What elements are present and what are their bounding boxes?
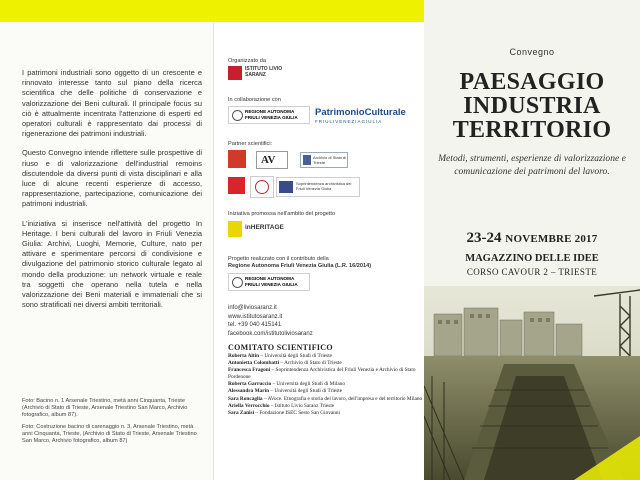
saranz-logo-icon: [228, 66, 242, 80]
intro-paragraph-1: I patrimoni industriali sono oggetto di un crescente e rinnovato interesse tanto sul piano della ricerca scientifica che delle politiche di conservazione e valorizzazione dei Beni culturali. Il principale focus su ciò è attualmente incentrata l'attenzione di esperti ed operatori culturali è rappresentato dai processi di rigenerazione dei patrimoni industriali.: [22, 68, 202, 139]
title-line-1: PAESAGGIO: [459, 69, 605, 95]
initiative-label: Iniziativa promossa nell'ambito del progetto: [228, 211, 336, 217]
organizer-name: ISTITUTO LIVIO SARANZ: [245, 66, 283, 78]
intro-paragraph-2: Questo Convegno intende riflettere sulle prospettive di riuso e di valorizzazione dell'industrial remoins discutendole da diversi punti di vista disciplinari e alla luce di alcune recenti esperienze di accesso, rappresentazione, partecipazione, comunicazione dei patrimoni industriali.: [22, 148, 202, 209]
partner-logo-soprintendenza: [276, 177, 360, 197]
comitato-member: Alessandra Marin – Università degli Studi di Trieste: [228, 388, 343, 395]
comitato-member: Antonietta Colombatti – Archivio di Stato di Trieste: [228, 360, 342, 367]
title-line-3: TERRITORIO: [452, 117, 612, 143]
intro-text: [22, 68, 202, 319]
comitato-member: Roberta Garruccio – Università degli Studi di Milano: [228, 381, 345, 388]
contact-phone: tel. +39 040 415141: [228, 322, 282, 329]
collab-label: In collaborazione con: [228, 97, 281, 103]
isec-logo-icon: [228, 177, 245, 194]
patrimonio-logo: PatrimonioCulturale: [315, 107, 406, 118]
partner-logo-archivio-text: Archivio di Stato di Trieste: [313, 155, 347, 165]
event-month-year: NOVEMBRE 2017: [505, 233, 598, 245]
title-line-2: INDUSTRIA: [463, 93, 601, 119]
partner-logo-av-icon: AV: [256, 151, 288, 169]
contact-facebook[interactable]: facebook.com/istitutoliviosaranz: [228, 330, 313, 337]
dock-photo: [424, 286, 640, 480]
comitato-title: COMITATO SCIENTIFICO: [228, 343, 333, 352]
inheritage-name: inHERITAGE: [245, 224, 284, 231]
event-days: 23-24: [466, 230, 502, 246]
inheritage-icon: [228, 221, 242, 237]
partner-logo-univ-icon: [250, 176, 274, 198]
ministry-icon: [279, 181, 293, 193]
address: CORSO CAVOUR 2 – TRIESTE: [466, 267, 598, 277]
venue: MAGAZZINO DELLE IDEE: [465, 253, 599, 264]
region-logo: [228, 106, 310, 124]
partner-logo-soprintendenza-text: Soprintendenza archivistica del Friuli Venezia Giulia: [296, 181, 352, 191]
region-logo-text: REGIONE AUTONOMA FRIULI VENEZIA GIULIA: [245, 109, 298, 120]
comitato-member: Ariella Verrocchio – Istituto Livio Saranz Trieste: [228, 402, 335, 409]
eagle-icon: [232, 110, 243, 121]
region-logo-2-text: REGIONE AUTONOMA FRIULI VENEZIA GIULIA: [245, 276, 298, 287]
comitato-member: Francesca Fragoni – Soprintendenza Archivistica del Friuli Venezia e Archivio di Stato Pordenone: [228, 367, 416, 381]
partner-logo-red-icon: [228, 150, 246, 168]
comitato-member: Sara Zanisi – Fondazione ISEC Sesto San Giovanni: [228, 409, 340, 416]
contact-email[interactable]: info@liviosaranz.it: [228, 305, 277, 311]
yellow-band-top: [0, 0, 424, 22]
event-date: [424, 230, 640, 247]
main-title: [424, 70, 640, 142]
organized-label: Organizzato da: [228, 58, 266, 64]
patrimonio-sub: FRIULIVENEZIAGIULIA: [315, 119, 383, 124]
contrib-label: Progetto realizzato con il contributo della: [228, 256, 329, 262]
comitato-member: Roberta Altin – Università degli Studi di Trieste: [228, 353, 333, 359]
comitato-list: [228, 353, 424, 417]
eagle-icon: [232, 277, 243, 288]
photo-caption-1: Foto: Bacino n. 1 Arsenale Triestino, metà anni Cinquanta, Trieste (Archivio di Stato di Trieste, Arsenale Triestino San Marco, Archivio fotografico, album 87).: [22, 398, 188, 419]
region-logo-2: [228, 273, 310, 291]
partner-logo-archivio: [300, 152, 348, 168]
subtitle: Metodi, strumenti, esperienze di valorizzazione e comunicazione dei patrimoni del lavoro.: [438, 153, 626, 177]
contacts: [228, 304, 313, 338]
convegno-label: Convegno: [509, 47, 555, 57]
partners-label: Partner scientifici:: [228, 141, 273, 147]
comitato-member: Sara Roncaglia – AVoce. Etnografia e storia del lavoro, dell'impresa e del territorio Milano: [228, 395, 423, 402]
contact-website[interactable]: www.istitutosaranz.it: [228, 313, 283, 320]
intro-paragraph-3: L'iniziativa si inserisce nell'attività del progetto In Heritage. I beni culturali del lavoro in Friuli Venezia Giulia: Archivi, Luoghi, Memorie, Culture, nato per attivare e sperimentare percorsi di condivisione e divulgazione del patrimonio storico culturale legato al mondo della produzione: un network virtuale e reale tra soggetti che operano nella tutela e nella valorizzazione dei Beni materiali e immateriali che si sono stratificati nei diversi ambiti territoriali.: [22, 218, 202, 310]
archive-icon: [303, 155, 311, 165]
contrib-region: Regione Autonoma Friuli Venezia Giulia (L.R. 16/2014): [228, 263, 372, 269]
photo-caption-2: Foto: Costruzione bacino di carenaggio n. 3, Arsenale Triestino, metà anni Cinquanta, Trieste, (Archivio di Stato di Trieste, Arsenale Triestino San Marco, Archivio fotografico, album 87): [22, 424, 197, 445]
